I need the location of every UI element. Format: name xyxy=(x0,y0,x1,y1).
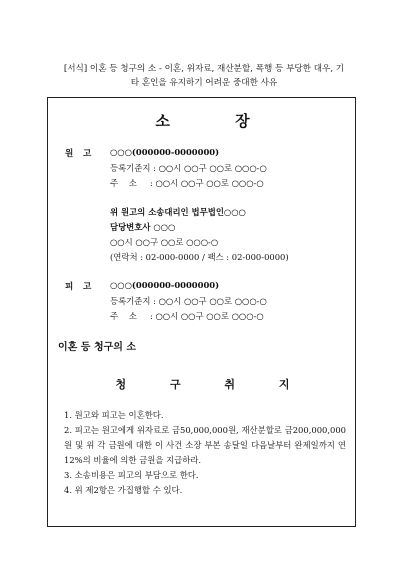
claims-title: 청 구 취 지 xyxy=(115,378,310,391)
claim-item: 2. 피고는 원고에게 위자료로 금50,000,000원, 재산분할로 금200,000,000원 및 위 각 금원에 대한 이 사건 소장 부본 송달일 다음날부터 완제일까지 연 12%의 비율에 의한 금원을 지급하라. xyxy=(64,425,346,465)
attorney-firm: 위 원고의 소송대리인 법무법인○○○ xyxy=(110,207,246,217)
defendant-label: 피 고 xyxy=(65,282,92,292)
case-name: 이혼 등 청구의 소 xyxy=(58,342,137,353)
attorney-address: ○○시 ○○구 ○○로 ○○○-○ xyxy=(110,237,219,247)
complaint-frame xyxy=(47,97,356,527)
attorney-name: 담당변호사 ○○○ xyxy=(110,222,176,232)
plaintiff-label: 원 고 xyxy=(65,149,92,159)
claim-item: 4. 위 제2항은 가집행할 수 있다. xyxy=(64,485,183,495)
plaintiff-name: ○○○(000000-0000000) xyxy=(110,147,220,157)
defendant-registry: 등록기준지 : ○○시 ○○구 ○○로 ○○○-○ xyxy=(110,296,267,306)
document-title: 소 장 xyxy=(155,112,280,130)
header-line-1: [서식] 이혼 등 청구의 소 - 이혼, 위자료, 재산분할, 폭행 등 부당한 대우, 기 xyxy=(63,64,345,74)
attorney-contact: (연락처 : 02-000-0000 / 팩스 : 02-000-0000) xyxy=(110,252,289,262)
defendant-name: ○○○(000000-0000000) xyxy=(110,280,220,290)
claims-list xyxy=(64,408,346,498)
claim-item: 1. 원고와 피고는 이혼한다. xyxy=(64,410,164,420)
plaintiff-registry: 등록기준지 : ○○시 ○○구 ○○로 ○○○-○ xyxy=(110,163,267,173)
document-header xyxy=(48,62,360,90)
claim-item: 3. 소송비용은 피고의 부담으로 한다. xyxy=(64,470,199,480)
defendant-address: 주 소 : ○○시 ○○구 ○○로 ○○○-○ xyxy=(110,311,264,321)
header-line-2: 타 혼인을 유지하기 어려운 중대한 사유 xyxy=(130,78,278,88)
plaintiff-address: 주 소 : ○○시 ○○구 ○○로 ○○○-○ xyxy=(110,178,264,188)
